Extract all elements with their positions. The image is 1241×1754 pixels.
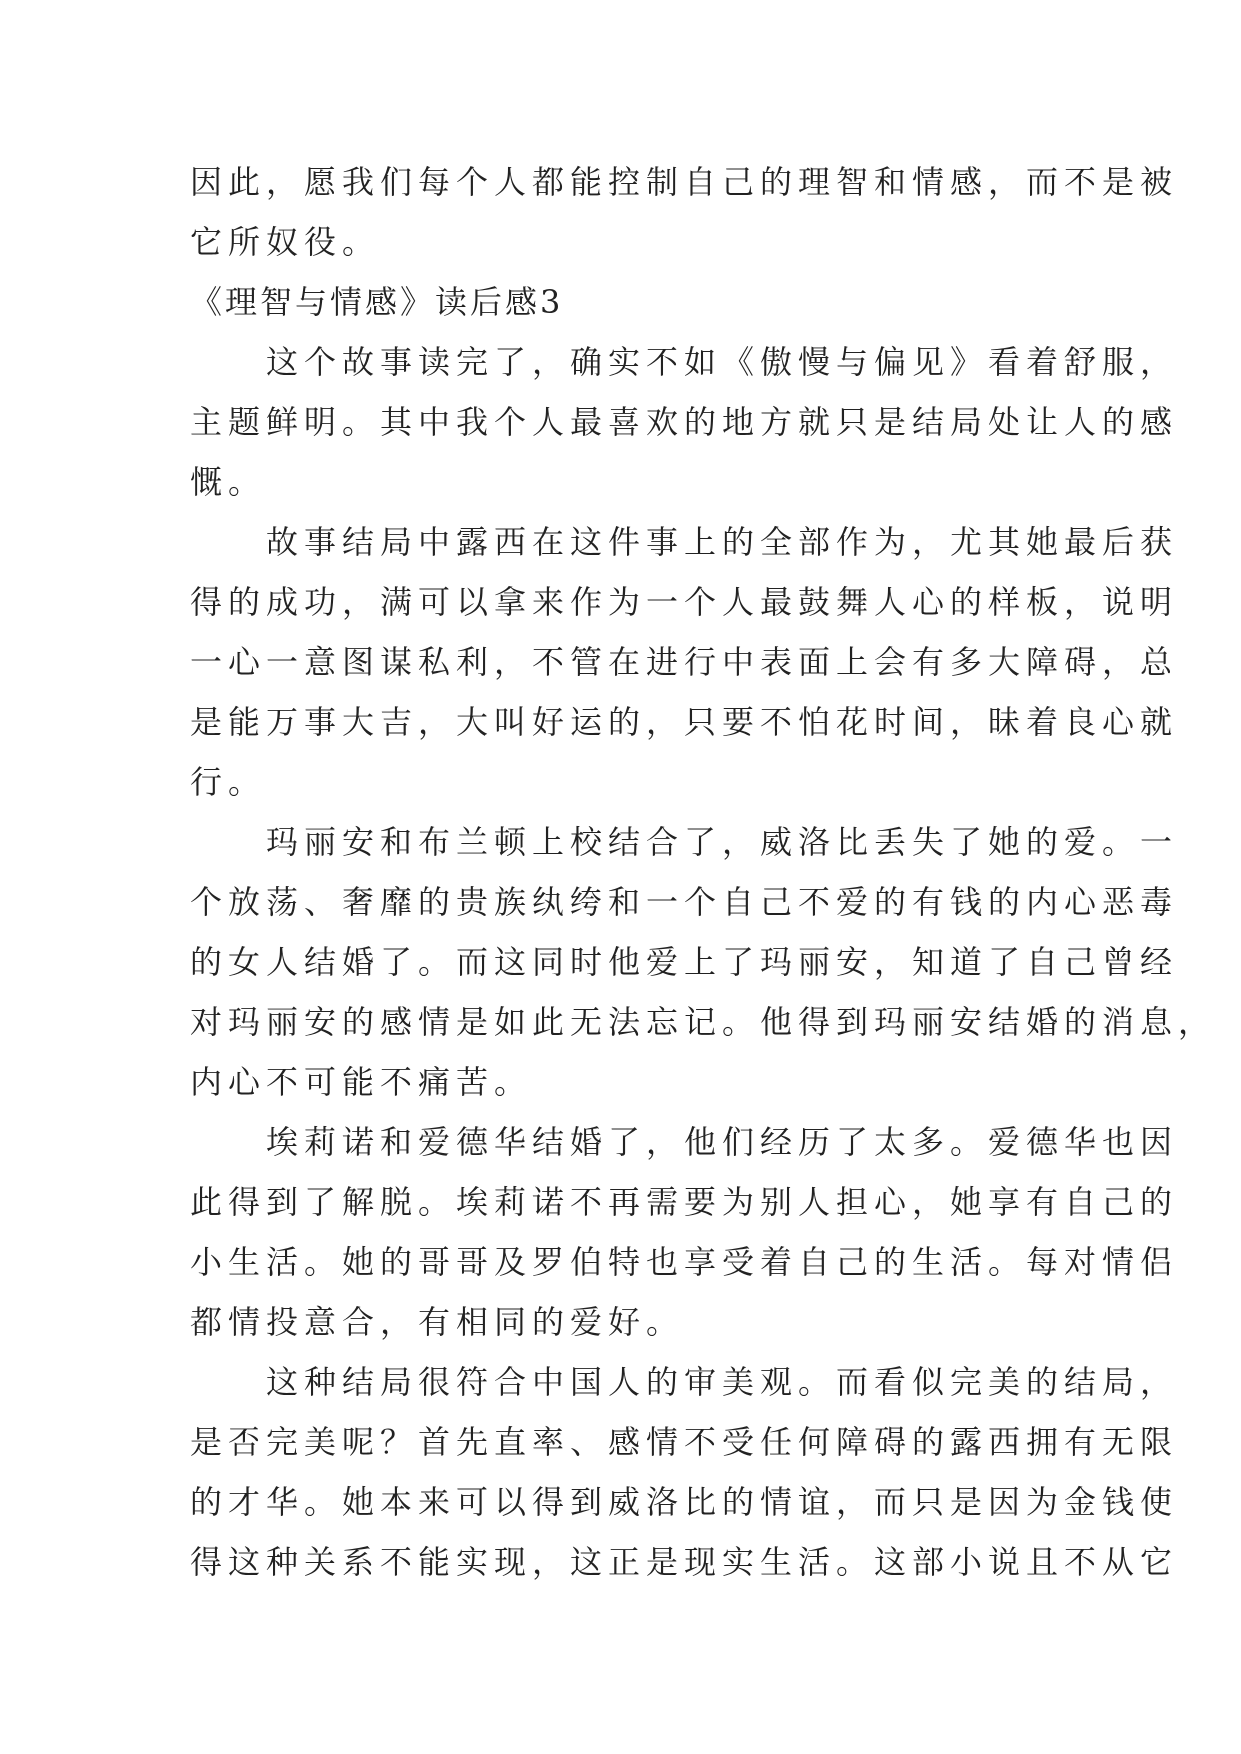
text-line: 故事结局中露西在这件事上的全部作为，尤其她最后获	[190, 523, 1179, 561]
text-line: 这种结局很符合中国人的审美观。而看似完美的结局，	[190, 1363, 1179, 1401]
text-line: 行。	[190, 763, 267, 801]
text-line: 个放荡、奢靡的贵族纨绔和一个自己不爱的有钱的内心恶毒	[190, 883, 1179, 921]
text-line: 内心不可能不痛苦。	[190, 1063, 533, 1101]
text-line: 是否完美呢？首先直率、感情不受任何障碍的露西拥有无限	[190, 1423, 1179, 1461]
text-line: 埃莉诺和爱德华结婚了，他们经历了太多。爱德华也因	[190, 1123, 1179, 1161]
document-body	[190, 152, 1217, 1592]
text-line: 因此，愿我们每个人都能控制自己的理智和情感，而不是被	[190, 163, 1179, 201]
text-line: 这个故事读完了，确实不如《傲慢与偏见》看着舒服，	[190, 343, 1179, 381]
text-line: 的女人结婚了。而这同时他爱上了玛丽安，知道了自己曾经	[190, 943, 1179, 981]
text-line: 得这种关系不能实现，这正是现实生活。这部小说且不从它	[190, 1543, 1179, 1581]
text-line: 主题鲜明。其中我个人最喜欢的地方就只是结局处让人的感	[190, 403, 1179, 441]
text-line: 得的成功，满可以拿来作为一个人最鼓舞人心的样板，说明	[190, 583, 1179, 621]
text-line: 都情投意合，有相同的爱好。	[190, 1303, 685, 1341]
text-line: 玛丽安和布兰顿上校结合了，威洛比丢失了她的爱。一	[190, 823, 1179, 861]
section-heading: 《理智与情感》读后感3	[190, 283, 564, 321]
text-line: 它所奴役。	[190, 223, 381, 261]
text-line: 慨。	[190, 463, 267, 501]
text-line: 对玛丽安的感情是如此无法忘记。他得到玛丽安结婚的消息，	[190, 1003, 1217, 1041]
text-line: 此得到了解脱。埃莉诺不再需要为别人担心，她享有自己的	[190, 1183, 1179, 1221]
text-line: 一心一意图谋私利，不管在进行中表面上会有多大障碍，总	[190, 643, 1179, 681]
text-line: 的才华。她本来可以得到威洛比的情谊，而只是因为金钱使	[190, 1483, 1179, 1521]
text-line: 是能万事大吉，大叫好运的，只要不怕花时间，昧着良心就	[190, 703, 1179, 741]
text-line: 小生活。她的哥哥及罗伯特也享受着自己的生活。每对情侣	[190, 1243, 1179, 1281]
